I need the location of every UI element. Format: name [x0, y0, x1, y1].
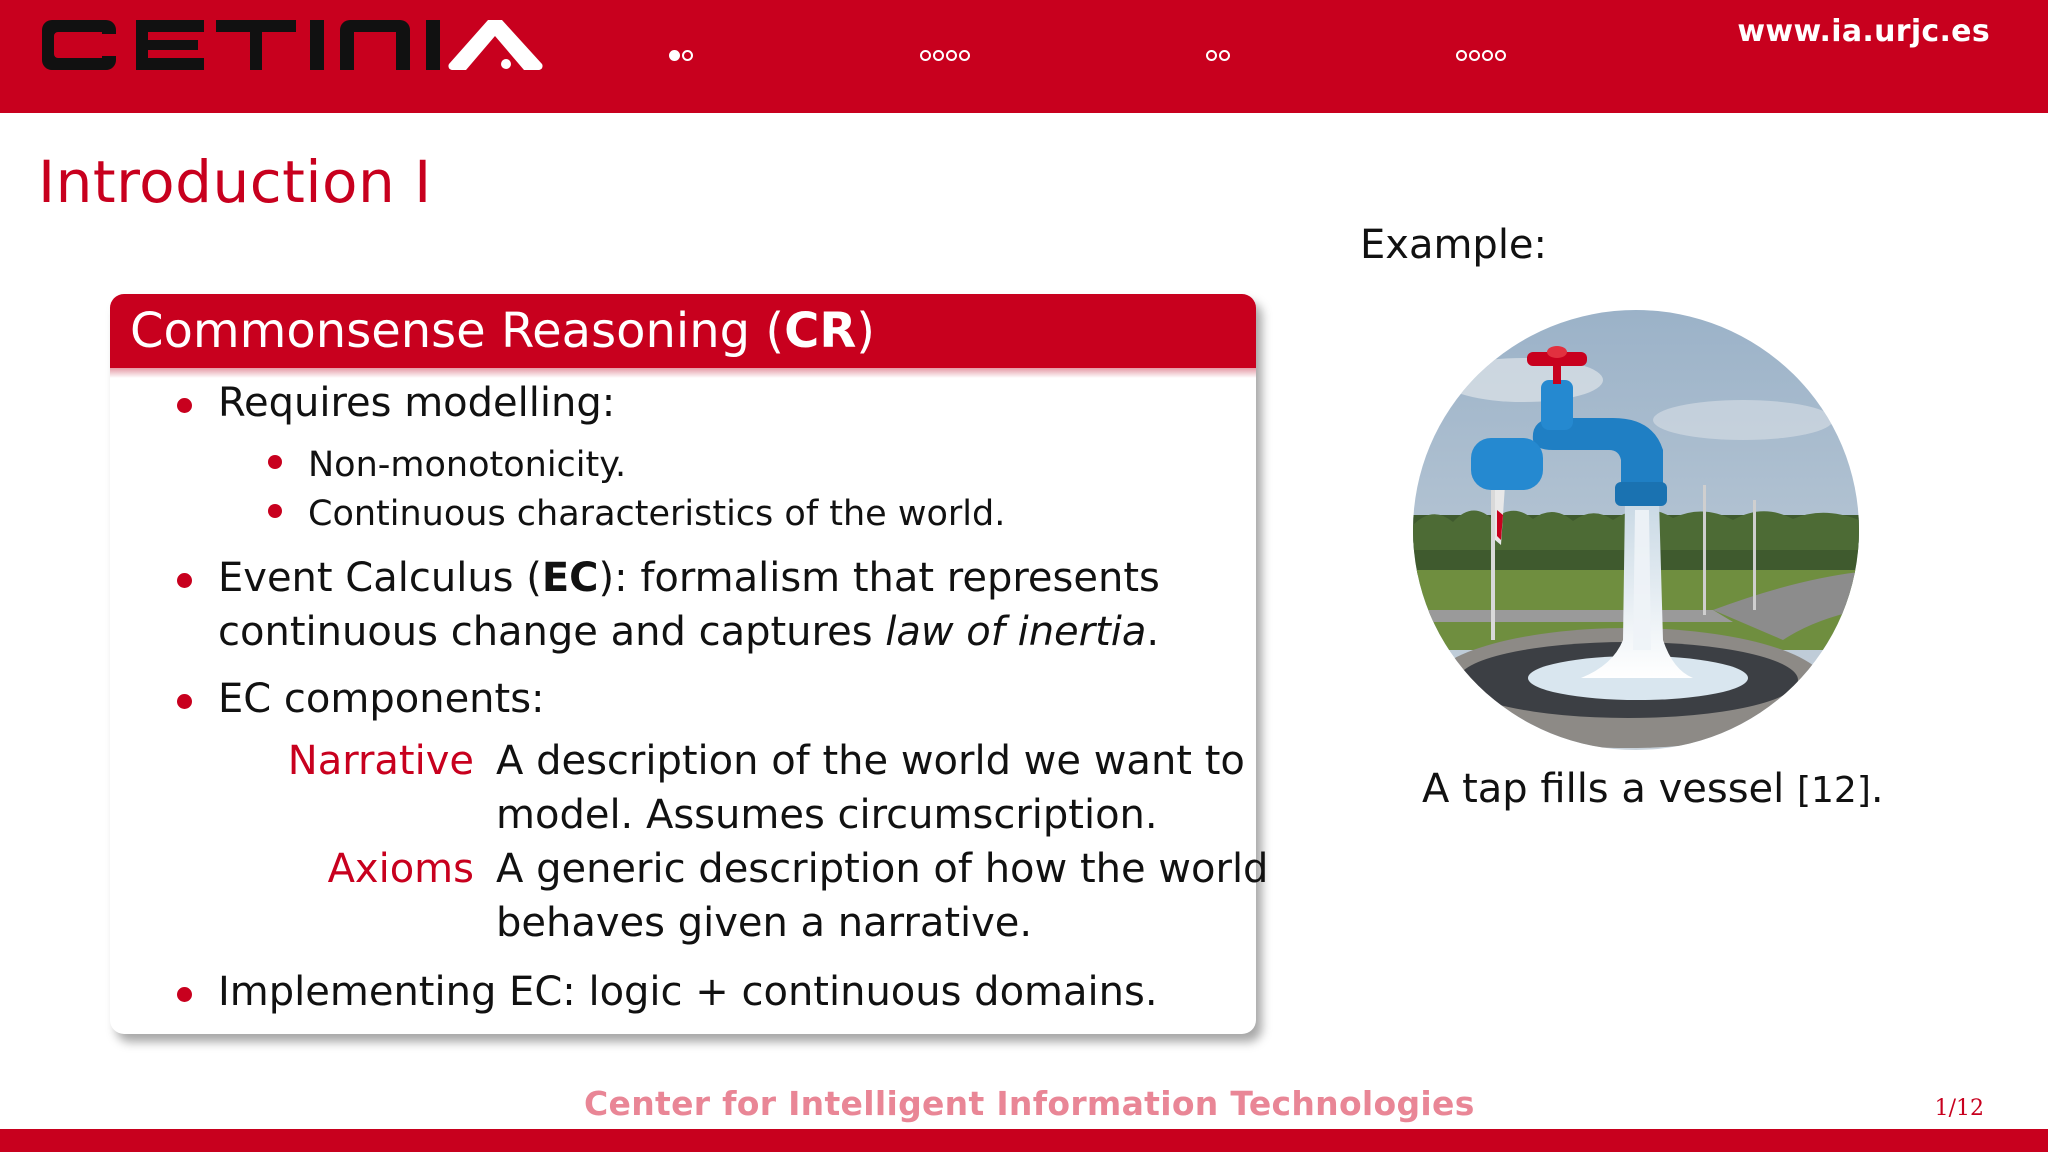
- item-event-calculus: [218, 555, 1160, 601]
- nav-dot[interactable]: [682, 50, 693, 61]
- bullet-icon: [177, 398, 192, 413]
- cetinia-logo: [40, 14, 550, 76]
- nav-section-3[interactable]: [1206, 50, 1230, 66]
- ec-line2-prefix: continuous change and captures: [218, 609, 886, 655]
- nav-section-1[interactable]: [669, 50, 693, 66]
- term-axioms: Axioms: [327, 846, 474, 892]
- item-requires: Requires modelling:: [218, 380, 616, 426]
- nav-dot[interactable]: [946, 50, 957, 61]
- example-label: Example:: [1360, 222, 1548, 268]
- nav-dot[interactable]: [1206, 50, 1217, 61]
- nav-section-2[interactable]: [920, 50, 970, 66]
- nav-dot[interactable]: [959, 50, 970, 61]
- narrative-desc-line1: A description of the world we want to: [496, 738, 1245, 784]
- footer-center-title: Center for Intelligent Information Technologies: [584, 1084, 1475, 1123]
- ec-prefix: Event Calculus (: [218, 555, 542, 601]
- bullet-icon: [177, 694, 192, 709]
- item-implementing: Implementing EC: logic + continuous domains.: [218, 969, 1158, 1015]
- axioms-desc-line2: behaves given a narrative.: [496, 900, 1033, 946]
- nav-section-4[interactable]: [1456, 50, 1506, 66]
- block-title-suffix: ): [856, 303, 876, 359]
- nav-dot[interactable]: [1456, 50, 1467, 61]
- nav-dot[interactable]: [1469, 50, 1480, 61]
- narrative-desc-line2: model. Assumes circumscription.: [496, 792, 1158, 838]
- sub-bullet-icon: [268, 455, 282, 469]
- sub-item-continuous: Continuous characteristics of the world.: [308, 494, 1006, 534]
- ec-line2-suffix: .: [1146, 609, 1160, 655]
- bullet-icon: [177, 987, 192, 1002]
- citation-link[interactable]: [12]: [1796, 770, 1871, 811]
- item-components: EC components:: [218, 676, 545, 722]
- slide-title: Introduction I: [38, 148, 432, 216]
- block-title: [110, 294, 1256, 368]
- tap-fountain-photo: [1413, 310, 1859, 750]
- caption-text: A tap fills a vessel: [1422, 766, 1797, 812]
- axioms-desc-line1: A generic description of how the world: [496, 846, 1269, 892]
- nav-dot[interactable]: [1495, 50, 1506, 61]
- term-narrative: Narrative: [287, 738, 474, 784]
- nav-dot[interactable]: [1219, 50, 1230, 61]
- nav-dot[interactable]: [933, 50, 944, 61]
- sub-item-nonmonotonicity: Non-monotonicity.: [308, 445, 627, 485]
- site-url[interactable]: www.ia.urjc.es: [1737, 14, 1990, 49]
- block-title-prefix: Commonsense Reasoning (: [130, 303, 785, 359]
- header-bar: [0, 0, 2048, 113]
- sub-bullet-icon: [268, 504, 282, 518]
- caption-end: .: [1870, 766, 1884, 812]
- item-event-calculus-line2: [218, 609, 1159, 655]
- ec-bold: EC: [541, 555, 599, 601]
- nav-dot[interactable]: [920, 50, 931, 61]
- photo-caption: [1422, 766, 1884, 812]
- ec-line2-italic: law of inertia: [885, 609, 1147, 655]
- footer-bar: [0, 1129, 2048, 1152]
- block-title-bold: CR: [784, 303, 857, 359]
- nav-dot[interactable]: [1482, 50, 1493, 61]
- bullet-icon: [177, 573, 192, 588]
- ec-suffix: ): formalism that represents: [598, 555, 1160, 601]
- nav-dot[interactable]: [669, 50, 680, 61]
- page-number: 1/12: [1934, 1096, 1984, 1121]
